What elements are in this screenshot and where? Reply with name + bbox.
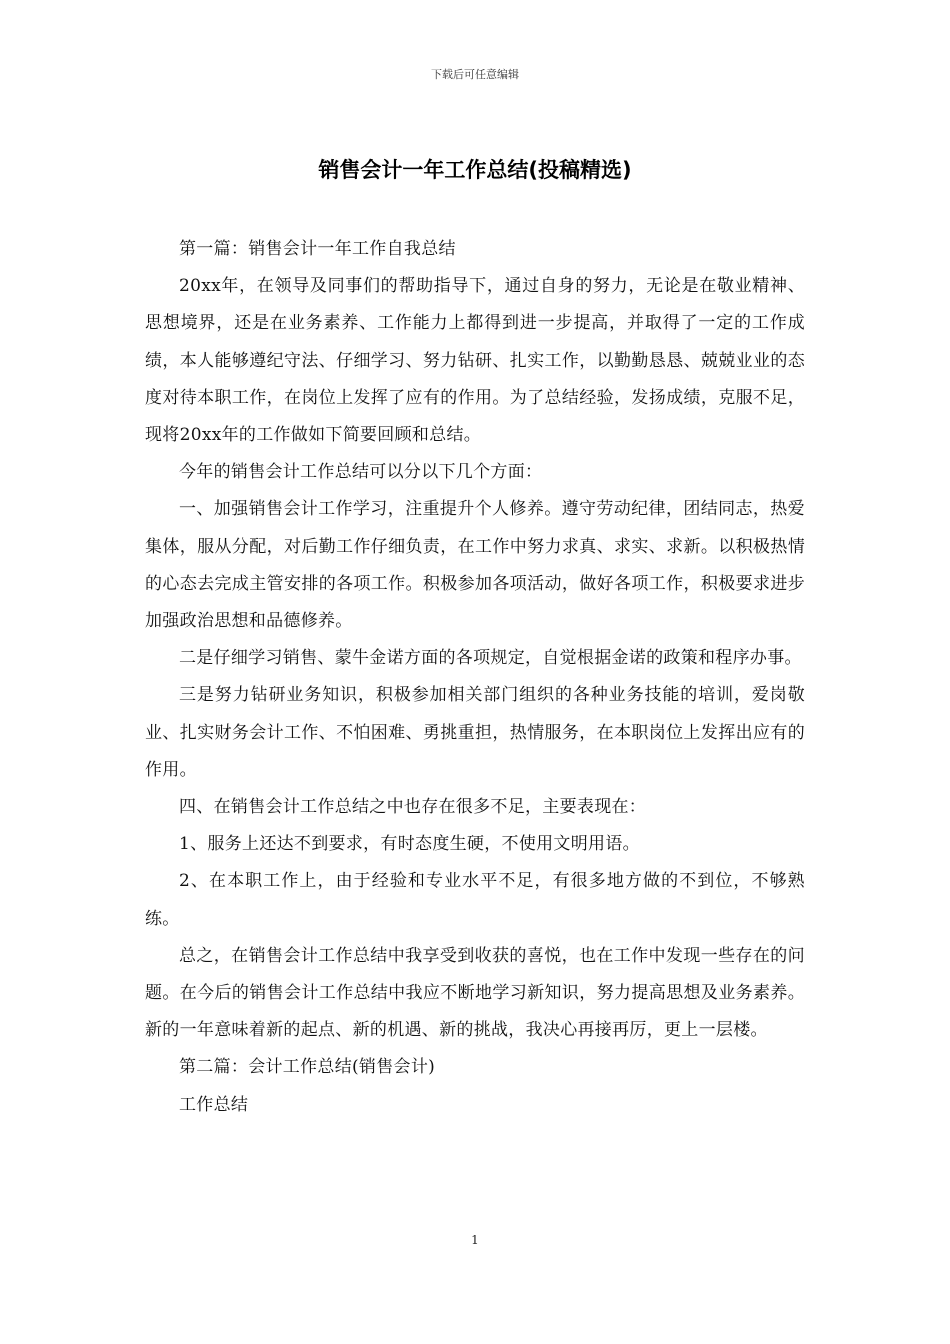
- list-item: 1、服务上还达不到要求，有时态度生硬，不使用文明用语。: [179, 834, 640, 855]
- section-heading-2: 第二篇：会计工作总结(销售会计): [179, 1057, 436, 1078]
- body-paragraph: 20xx年，在领导及同事们的帮助指导下，通过自身的努力，无论是在敬业精神、思想境界，还是在业务素养、工作能力上都得到进一步提高，并取得了一定的工作成绩，本人能够遵纪守法、仔细学习、努力钻研、扎实工作，以勤勤恳恳、兢兢业业的态度对待本职工作，在岗位上发挥了应有的作用。为了总结经验，发扬成绩，克服不足，现将20xx年的工作做如下简要回顾和总结。: [145, 276, 805, 446]
- section-heading-1: 第一篇：销售会计一年工作自我总结: [179, 239, 456, 259]
- page-number: 1: [471, 1233, 479, 1247]
- document-title: 销售会计一年工作总结(投稿精选): [318, 158, 632, 182]
- header-note: 下载后可任意编辑: [431, 68, 519, 81]
- list-item: 2、在本职工作上，由于经验和专业水平不足，有很多地方做的不到位，不够熟练。: [145, 871, 805, 929]
- body-paragraph: 三是努力钻研业务知识，积极参加相关部门组织的各种业务技能的培训，爱岗敬业、扎实财务会计工作、不怕困难、勇挑重担，热情服务，在本职岗位上发挥出应有的作用。: [145, 685, 805, 780]
- body-paragraph: 今年的销售会计工作总结可以分以下几个方面：: [179, 462, 543, 483]
- document-body: [145, 231, 805, 1124]
- body-paragraph: 总之，在销售会计工作总结中我享受到收获的喜悦，也在工作中发现一些存在的问题。在今后的销售会计工作总结中我应不断地学习新知识，努力提高思想及业务素养。新的一年意味着新的起点、新的机遇、新的挑战，我决心再接再厉，更上一层楼。: [145, 945, 805, 1041]
- body-paragraph: 一、加强销售会计工作学习，注重提升个人修养。遵守劳动纪律，团结同志，热爱集体，服从分配，对后勤工作仔细负责，在工作中努力求真、求实、求新。以积极热情的心态去完成主管安排的各项工作。积极参加各项活动，做好各项工作，积极要求进步加强政治思想和品德修养。: [145, 499, 805, 632]
- body-paragraph: 二是仔细学习销售、蒙牛金诺方面的各项规定，自觉根据金诺的政策和程序办事。: [179, 648, 802, 669]
- subsection-heading: 工作总结: [179, 1094, 249, 1115]
- body-paragraph: 四、在销售会计工作总结之中也存在很多不足，主要表现在：: [179, 797, 647, 818]
